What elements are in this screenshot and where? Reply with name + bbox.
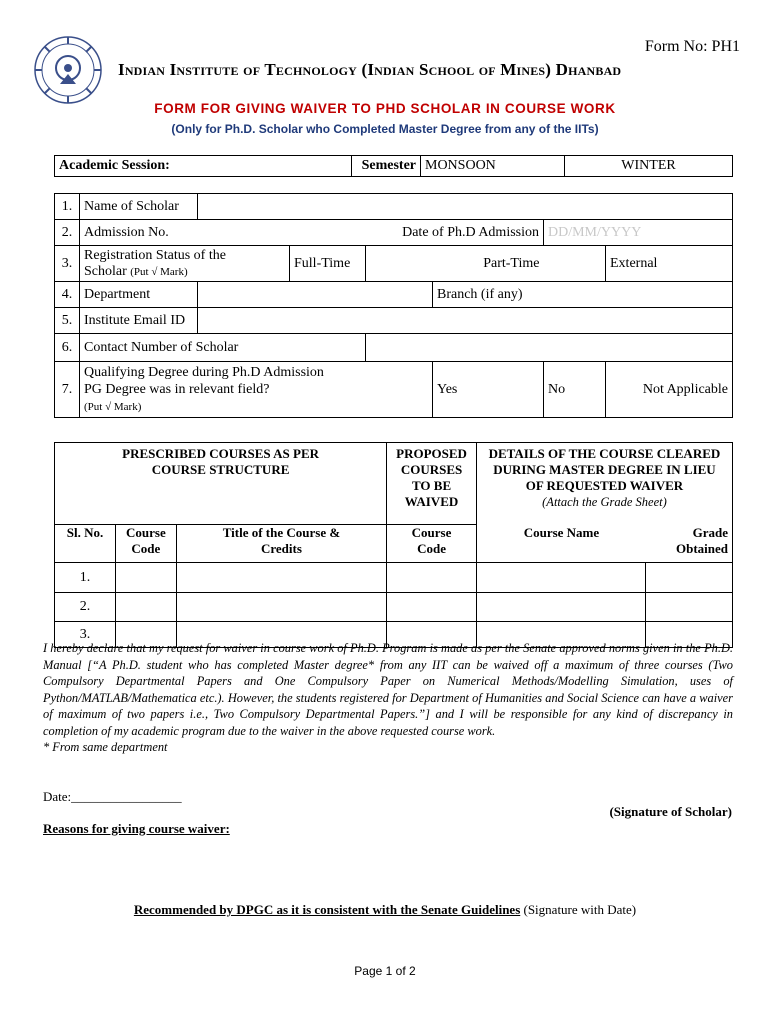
- courses-table: [54, 442, 733, 648]
- put-mark-hint: (Put √ Mark): [130, 265, 188, 278]
- table-row: [55, 593, 733, 622]
- proposed-course-code-header: Course Code: [387, 525, 477, 563]
- recommendation-line: [0, 902, 770, 918]
- reasons-label: Reasons for giving course waiver:: [43, 821, 230, 836]
- course-name-cell[interactable]: [476, 563, 646, 593]
- title-credits-header: Title of the Course & Credits: [176, 525, 386, 563]
- sl-no-header: Sl. No.: [55, 525, 116, 563]
- session-table: [54, 155, 733, 177]
- form-title: FORM FOR GIVING WAIVER TO PHD SCHOLAR IN COURSE WORK: [154, 101, 616, 116]
- grade-cell[interactable]: [646, 593, 733, 622]
- email-label: Institute Email ID: [80, 308, 198, 334]
- course-code-cell[interactable]: [116, 593, 177, 622]
- email-field[interactable]: [198, 308, 733, 334]
- no-option[interactable]: No: [544, 362, 606, 418]
- details-course-text: DETAILS OF THE COURSE CLEARED DURING MASTER DEGREE IN LIEU OF REQUESTED WAIVER: [488, 446, 721, 493]
- row-number: 1.: [55, 194, 80, 220]
- table-row: [55, 563, 733, 593]
- date-field[interactable]: Date:_________________: [43, 789, 182, 804]
- course-name-header: Course Name: [476, 525, 646, 563]
- declaration: [43, 640, 733, 756]
- registration-status-text: Registration Status of the: [84, 247, 226, 263]
- course-code-cell[interactable]: [116, 563, 177, 593]
- contact-field[interactable]: [366, 334, 733, 362]
- not-applicable-option[interactable]: Not Applicable: [606, 362, 733, 418]
- academic-session-label: Academic Session:: [55, 156, 352, 177]
- row-serial: 2.: [55, 593, 116, 622]
- page-number: Page 1 of 2: [354, 964, 416, 978]
- declaration-text: I hereby declare that my request for waiver in course work of Ph.D. Program is made as per the Senate approved norms given in the Ph.D. Manual [“A Ph.D. student who has completed Master degree* from any IIT can be waived off a maximum of three courses (Two Compulsory Departmental Papers and One Compulsory Paper on Numerical Methods/Modelling Simulation, uses of Python/MATLAB/Mathematica etc.). However, the students registered for Department of Humanities and Social Science can have a waiver of maximum of two papers i.e., Two Compulsory Departmental Papers.”] and I will be responsible for any kind of discrepancy in completion of my academic program due to the waiver in the above requested course work.: [43, 641, 733, 738]
- yes-option[interactable]: Yes: [433, 362, 544, 418]
- details-course-header: [476, 443, 732, 525]
- qualifying-degree-label: [80, 362, 433, 418]
- row-number: 4.: [55, 282, 80, 308]
- qualifying-degree-text: Qualifying Degree during Ph.D Admission: [84, 364, 324, 380]
- grade-header: Grade Obtained: [646, 525, 733, 563]
- course-code-header: Course Code: [116, 525, 177, 563]
- contact-label: Contact Number of Scholar: [80, 334, 366, 362]
- proposed-courses-header: PROPOSED COURSES TO BE WAIVED: [387, 443, 477, 525]
- admission-no-label: Admission No.: [80, 220, 290, 246]
- monsoon-option[interactable]: MONSOON: [421, 156, 565, 177]
- fulltime-option[interactable]: Full-Time: [290, 246, 366, 282]
- registration-status-label: [80, 246, 290, 282]
- grade-cell[interactable]: [646, 563, 733, 593]
- form-subtitle: (Only for Ph.D. Scholar who Completed Master Degree from any of the IITs): [171, 122, 599, 136]
- name-field[interactable]: [198, 194, 733, 220]
- prescribed-courses-header: PRESCRIBED COURSES AS PER COURSE STRUCTURE: [55, 443, 387, 525]
- department-label: Department: [80, 282, 198, 308]
- row-number: 7.: [55, 362, 80, 418]
- signature-with-date: (Signature with Date): [523, 902, 637, 917]
- row-serial: 3.: [55, 622, 116, 648]
- title-cell[interactable]: [176, 593, 386, 622]
- name-label: Name of Scholar: [80, 194, 198, 220]
- proposed-code-cell[interactable]: [387, 593, 477, 622]
- pg-degree-question: PG Degree was in relevant field?: [84, 381, 270, 397]
- signature-scholar: (Signature of Scholar): [609, 804, 732, 819]
- winter-option[interactable]: WINTER: [565, 156, 733, 177]
- institute-logo: [33, 34, 103, 106]
- row-number: 5.: [55, 308, 80, 334]
- department-field[interactable]: [198, 282, 433, 308]
- form-number: Form No: PH1: [644, 38, 740, 55]
- semester-label: Semester: [352, 156, 421, 177]
- admission-date-field[interactable]: DD/MM/YYYY: [544, 220, 733, 246]
- row-number: 3.: [55, 246, 80, 282]
- row-number: 6.: [55, 334, 80, 362]
- row-serial: 1.: [55, 563, 116, 593]
- admission-date-label: Date of Ph.D Admission: [290, 220, 544, 246]
- declaration-footnote: * From same department: [43, 740, 168, 754]
- scholar-details-table: [54, 193, 733, 418]
- course-name-cell[interactable]: [476, 593, 646, 622]
- parttime-option[interactable]: Part-Time: [366, 246, 544, 282]
- attach-grade-sheet-note: (Attach the Grade Sheet): [542, 495, 667, 509]
- title-cell[interactable]: [176, 563, 386, 593]
- registration-status-text2: Scholar: [84, 263, 127, 279]
- branch-label[interactable]: Branch (if any): [433, 282, 733, 308]
- recommended-text: Recommended by DPGC as it is consistent with the Senate Guidelines: [133, 902, 521, 917]
- row-number: 2.: [55, 220, 80, 246]
- institute-name: Indian Institute of Technology (Indian School of Mines) Dhanbad: [118, 60, 622, 79]
- proposed-code-cell[interactable]: [387, 563, 477, 593]
- put-mark-hint: (Put √ Mark): [84, 400, 142, 413]
- external-option[interactable]: External: [606, 246, 733, 282]
